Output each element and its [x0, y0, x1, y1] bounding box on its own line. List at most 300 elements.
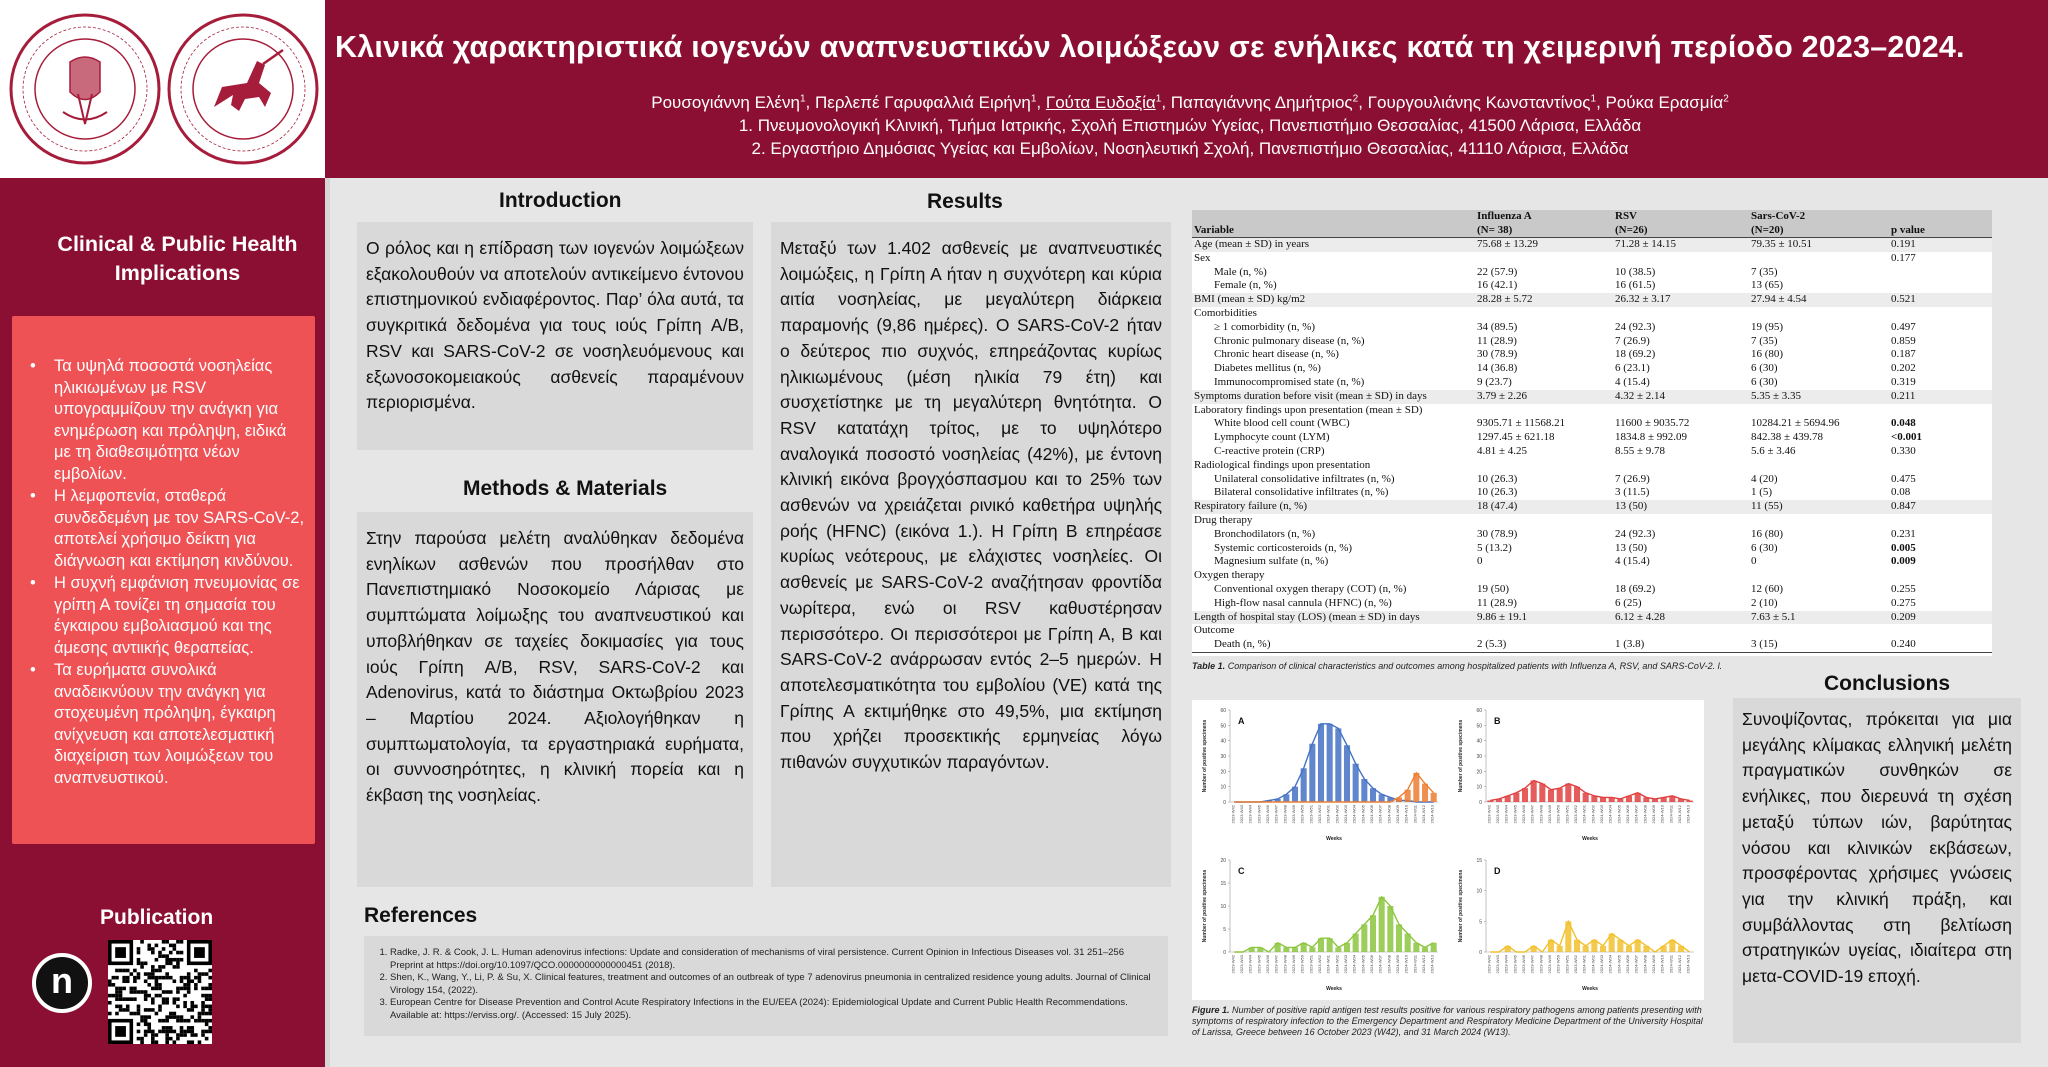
value-cell: 9305.71 ± 11568.21 [1477, 417, 1566, 430]
y-tick-label: 0 [1479, 950, 1482, 956]
table-row [1192, 611, 1992, 625]
references-box [364, 936, 1168, 1036]
university-seal-logo-1 [8, 12, 162, 166]
methods-box [357, 512, 753, 887]
y-tick-label: 5 [1223, 927, 1226, 933]
x-tick-label: 2024-W10 [1659, 955, 1665, 974]
value-cell [1749, 514, 1889, 528]
x-tick-label: 2024-W03 [1343, 805, 1348, 824]
table-row [1192, 528, 1992, 542]
bar [1539, 784, 1545, 802]
bar [1557, 788, 1563, 802]
variable-cell: Systemic corticosteroids (n, %) [1214, 541, 1353, 554]
x-tick-label: 2023-W48 [1282, 955, 1288, 974]
variable-cell: High-flow nasal cannula (HFNC) (n, %) [1214, 596, 1392, 609]
conclusions-box [1733, 698, 2021, 1043]
y-tick-label: 20 [1220, 858, 1226, 864]
value-cell: 6.12 ± 4.28 [1613, 611, 1749, 625]
value-cell: 2 (10) [1751, 596, 1778, 609]
results-box [771, 222, 1171, 887]
p-value-cell: 0.009 [1891, 555, 1916, 568]
value-cell [1475, 569, 1613, 583]
x-tick-label: 2023-W48 [1282, 805, 1288, 824]
variable-cell: Laboratory findings upon presentation (mean ± SD) [1194, 403, 1423, 416]
x-tick-label: 2024-W13 [1429, 955, 1435, 974]
p-value-cell: 0.202 [1891, 362, 1916, 375]
x-tick-label: 2023-W42 [1230, 805, 1236, 824]
x-tick-label: 2024-W04 [1607, 805, 1613, 824]
results-heading: Results [927, 190, 1003, 213]
x-tick-label: 2023-W46 [1265, 805, 1270, 824]
value-cell: 13 (50) [1613, 500, 1749, 514]
x-tick-label: 2024-W05 [1616, 805, 1622, 824]
x-tick-label: 2023-W43 [1495, 805, 1500, 824]
value-cell: 1297.45 ± 621.18 [1477, 431, 1555, 444]
variable-cell: Chronic pulmonary disease (n, %) [1214, 334, 1365, 347]
variable-cell: BMI (mean ± SD) kg/m2 [1192, 293, 1475, 307]
value-cell: 79.35 ± 10.51 [1749, 238, 1889, 252]
x-tick-label: 2023-W45 [1512, 955, 1518, 974]
value-cell: 11600 ± 9035.72 [1615, 417, 1690, 430]
value-cell [1749, 404, 1889, 418]
publisher-logo: n [32, 953, 92, 1013]
x-tick-label: 2024-W08 [1386, 805, 1392, 824]
x-tick-label: 2023-W42 [1486, 955, 1492, 974]
introduction-heading: Introduction [499, 189, 622, 212]
p-value-cell [1889, 266, 1992, 280]
author-2: Περλεπέ Γαρυφαλλιά Ειρήνη$^1$ [814, 92, 1037, 112]
x-tick-label: 2024-W11 [1668, 805, 1674, 824]
value-cell: 1834.8 ± 992.09 [1615, 431, 1688, 444]
value-cell: 11 (28.9) [1477, 596, 1517, 609]
value-cell [1749, 459, 1889, 473]
x-tick-label: 2024-W02 [1334, 805, 1340, 824]
p-value-cell [1889, 514, 1992, 528]
variable-cell: Lymphocyte count (LYM) [1214, 431, 1330, 444]
header-rsv: RSV [1613, 210, 1749, 223]
results-text: Μεταξύ των 1.402 ασθενείς με αναπνευστικές λοιμώξεις, η Γρίπη Α ήταν η συχνότερη και κύρια αιτία νοσηλείας, με μεγαλύτερη διάρκεια παραμονής (9,86 ημέρες). Ο SARS-CoV-2 ήταν ο δεύτερος πιο συχνός, επηρεάζοντας κυρίως ηλικιωμένους (μέση ηλικία 79 έτη) και συσχετίστηκε με τη μεγαλύτερη θνητότητα. Ο RSV κατατάχη τρίτος, με το υψηλότερο αναλογικά ποσοστό νοσηλείας (42%), με έντονη κλινική εικόνα βρογχόσπασμου και το 25% των ασθενών να χρειάζεται ρινικό καθετήρα υψηλής ροής (HFNC) (εικόνα 1.). Η Γρίπη Β επηρέασε κυρίως νεότερους, με ελάχιστες νοσηλείες. Οι ασθενείς με SARS-CoV-2 αναζήτησαν φροντίδα νωρίτερα, ενώ οι RSV καθυστέρησαν περισσότερο. Οι περισσότεροι με Γρίπη Α, Β και SARS-CoV-2 ανάρρωσαν εντός 2–5 ημερών. Η αποτελεσματικότητα του εμβολίου (VE) κατά της Γρίπης Α εκτιμήθηκε στο 49,5%, μια εκτίμηση που χρήζει προσεκτικής ερμηνείας λόγω πιθανών συγχυτικών παραγόντων. [780, 238, 1162, 773]
bar [1531, 781, 1537, 802]
x-tick-label: 2023-W50 [1555, 955, 1561, 974]
p-value-cell: 0.177 [1891, 251, 1916, 264]
p-value-cell: <0.001 [1891, 431, 1923, 444]
x-tick-label: 2024-W08 [1386, 955, 1392, 974]
value-cell: 18 (69.2) [1615, 582, 1656, 595]
x-tick-label: 2023-W47 [1529, 805, 1535, 824]
value-cell [1749, 307, 1889, 321]
value-cell: 34 (89.5) [1477, 320, 1518, 333]
x-tick-label: 2024-W10 [1403, 805, 1409, 824]
x-axis-title: Weeks [1582, 986, 1598, 992]
value-cell: 19 (50) [1477, 582, 1510, 595]
y-tick-label: 50 [1476, 723, 1482, 730]
value-cell: 8.55 ± 9.78 [1615, 444, 1666, 457]
value-cell: 6 (30) [1751, 541, 1778, 554]
x-axis-title: Weeks [1326, 836, 1342, 842]
value-cell: 1 (5) [1751, 486, 1773, 499]
value-cell: 5.35 ± 3.35 [1749, 390, 1889, 404]
publication-title: Publication [100, 906, 214, 929]
introduction-box [357, 222, 753, 450]
y-axis-title: Number of positive specimens [1458, 869, 1464, 943]
value-cell: 6 (30) [1751, 375, 1778, 388]
value-cell: 71.28 ± 14.15 [1613, 238, 1749, 252]
bar [1431, 793, 1437, 802]
value-cell: 7 (26.9) [1615, 472, 1650, 485]
affiliation-1: 1. Πνευμονολογική Κλινική, Τμήμα Ιατρικής, Σχολή Επιστημών Υγείας, Πανεπιστήμιο Θεσσαλίας, 41500 Λάρισα, Ελλάδα [738, 115, 1642, 135]
p-value-cell: 0.521 [1889, 293, 1992, 307]
table-row [1192, 638, 1992, 652]
panel-label: B [1494, 716, 1501, 726]
variable-cell: Respiratory failure (n, %) [1192, 500, 1475, 514]
implications-box [12, 316, 315, 844]
table-row [1192, 252, 1992, 266]
value-cell: 7 (35) [1751, 265, 1778, 278]
y-tick-label: 60 [1220, 708, 1226, 714]
x-tick-label: 2024-W05 [1616, 955, 1622, 974]
x-tick-label: 2023-W43 [1239, 805, 1244, 824]
variable-cell: White blood cell count (WBC) [1214, 417, 1350, 430]
y-tick-label: 0 [1223, 950, 1226, 956]
x-tick-label: 2023-W50 [1555, 805, 1561, 824]
header-blank [1192, 210, 1475, 223]
value-cell: 0 [1477, 555, 1483, 568]
variable-cell: Bilateral consolidative infiltrates (n, %) [1214, 486, 1389, 499]
value-cell: 26.32 ± 3.17 [1613, 293, 1749, 307]
trend-line [1490, 781, 1689, 801]
bar [1370, 915, 1376, 952]
table-row [1192, 238, 1992, 252]
x-tick-label: 2023-W44 [1247, 805, 1253, 824]
table-row [1192, 473, 1992, 487]
x-tick-label: 2023-W42 [1230, 955, 1236, 974]
value-cell [1613, 624, 1749, 638]
x-tick-label: 2023-W51 [1564, 955, 1570, 974]
x-tick-label: 2024-W06 [1625, 805, 1630, 824]
bar [1309, 744, 1315, 802]
value-cell: 30 (78.9) [1477, 527, 1518, 540]
value-cell: 11 (28.9) [1477, 334, 1517, 347]
x-tick-label: 2024-W06 [1369, 805, 1374, 824]
value-cell: 18 (47.4) [1475, 500, 1613, 514]
x-tick-label: 2024-W12 [1677, 805, 1682, 824]
bar [1379, 897, 1385, 952]
x-tick-label: 2023-W47 [1273, 805, 1279, 824]
x-tick-label: 2024-W04 [1351, 955, 1357, 974]
x-tick-label: 2023-W46 [1265, 955, 1270, 974]
x-tick-label: 2024-W01 [1581, 955, 1587, 974]
x-tick-label: 2023-W43 [1495, 955, 1500, 974]
p-value-cell: 0.475 [1891, 472, 1916, 485]
affiliation-2: 2. Εργαστήριο Δημόσιας Υγείας και Εμβολίων, Νοσηλευτική Σχολή, Πανεπιστήμιο Θεσσαλίας, 41110 Λάρισα, Ελλάδα [751, 138, 1629, 158]
x-tick-label: 2023-W49 [1291, 955, 1296, 974]
figure-caption: Figure 1. Number of positive rapid antigen test results positive for various respiratory pathogens among patients presenting with symptoms of respiratory infection to the Emergency Department and Respiratory Medicine Department of the University Hospital of Larissa, Greece between 16 October 2023 (W42), and 31 March 2024 (W13). [1192, 1005, 1703, 1037]
trend-line [1234, 897, 1433, 952]
value-cell: 24 (92.3) [1615, 320, 1656, 333]
p-value-cell: 0.240 [1889, 638, 1992, 652]
implications-title: Clinical & Public Health Implications [57, 232, 298, 285]
table-row [1192, 459, 1992, 473]
references-heading: References [364, 904, 478, 927]
y-axis-title: Number of positive specimens [1202, 719, 1208, 793]
x-tick-label: 2024-W03 [1599, 955, 1604, 974]
variable-cell: Immunocompromised state (n, %) [1214, 375, 1365, 388]
bar [1600, 946, 1606, 952]
table-row [1192, 597, 1992, 611]
methods-text: Στην παρούσα μελέτη αναλύθηκαν δεδομένα ενηλίκων ασθενών που προσήλθαν στο Πανεπιστημιακό Νοσοκομείο Λάρισας με συμπτώματα λοίμωξης του αναπνευστικού και υποβλήθηκαν σε ταχείες δοκιμασίες για τους ιούς Γρίπη A/B, RSV, SARS-CoV-2 και Adenovirus, κατά το διάστημα Οκτωβρίου 2023 – Μαρτίου 2024. Αξιολογήθηκαν η συμπτωματολογία, τα εργαστηριακά ευρήματα, οι συννοσηρότητες, η κλινική πορεία και η έκβαση της νοσηλείας. [366, 528, 744, 806]
variable-cell: Drug therapy [1194, 513, 1253, 526]
value-cell: 19 (95) [1751, 320, 1784, 333]
p-value-cell: 0.275 [1891, 596, 1916, 609]
value-cell [1475, 307, 1613, 321]
x-tick-label: 2023-W52 [1573, 955, 1578, 974]
value-cell: 11 (55) [1749, 500, 1889, 514]
variable-cell: Age (mean ± SD) in years [1192, 238, 1475, 252]
bar [1548, 790, 1554, 802]
table-row [1192, 500, 1992, 514]
variable-cell: C-reactive protein (CRP) [1214, 444, 1325, 457]
p-value-cell [1889, 404, 1992, 418]
author-5: Γουργουλιάνης Κωνσταντίνος$^1$ [1367, 92, 1597, 112]
value-cell: 13 (65) [1751, 279, 1784, 292]
header-sars-n: (N=20) [1749, 223, 1889, 238]
bar [1557, 946, 1563, 952]
x-tick-label: 2024-W08 [1642, 805, 1648, 824]
panel-label: D [1494, 866, 1501, 876]
bar [1396, 924, 1402, 952]
x-tick-label: 2023-W51 [1308, 955, 1314, 974]
bar [1387, 906, 1393, 952]
x-tick-label: 2024-W11 [1412, 805, 1418, 824]
x-tick-label: 2023-W45 [1512, 805, 1518, 824]
p-value-cell: 0.255 [1891, 582, 1916, 595]
table-row [1192, 362, 1992, 376]
variable-cell: Female (n, %) [1214, 279, 1277, 292]
y-tick-label: 50 [1220, 723, 1226, 730]
y-tick-label: 0 [1223, 800, 1226, 806]
x-tick-label: 2024-W07 [1377, 955, 1383, 974]
p-value-cell [1889, 624, 1992, 638]
author-4: Παπαγιάννης Δημήτριος$^2$ [1170, 92, 1359, 112]
reference-item: 1. Radke, J. R. & Cook, J. L. Human adenovirus infections: Update and consideration of mechanisms of viral persistence. Current Opinion in Infectious Diseases vol. 31 251–256 Preprint at https://doi.org/10.1097/QCO.0000000000000451 (2018). [390, 947, 1158, 972]
p-value-cell: 0.330 [1891, 444, 1916, 457]
trend-line [1234, 773, 1433, 802]
header-rsv-n: (N=26) [1613, 223, 1749, 238]
x-tick-label: 2024-W09 [1651, 955, 1656, 974]
implication-item: • Τα υψηλά ποσοστά νοσηλείας ηλικιωμένων με RSV υπογραμμίζουν την ανάγκη για ενημέρωση και πρόληψη, ειδικά με τη διαθεσιμότητα νέων εμβολίων. [24, 356, 307, 485]
value-cell [1749, 624, 1889, 638]
table-row [1192, 569, 1992, 583]
poster-title: Κλινικά χαρακτηριστικά ιογενών αναπνευστικών λοιμώξεων σε ενήλικες κατά τη χειμερινή περίοδο 2023–2024. [335, 30, 1965, 64]
value-cell: 13 (50) [1615, 541, 1648, 554]
value-cell: 10 (38.5) [1615, 265, 1656, 278]
value-cell: 10 (26.3) [1477, 472, 1518, 485]
x-tick-label: 2023-W50 [1299, 805, 1305, 824]
value-cell: 16 (61.5) [1615, 279, 1656, 292]
value-cell: 9 (23.7) [1477, 375, 1512, 388]
value-cell [1749, 569, 1889, 583]
x-tick-label: 2024-W06 [1369, 955, 1374, 974]
value-cell [1613, 459, 1749, 473]
header-p-value: p value [1889, 223, 1992, 238]
x-tick-label: 2023-W49 [1547, 955, 1552, 974]
conclusions-text: Συνοψίζοντας, πρόκειται για μια μεγάλης κλίμακας ελληνική μελέτη πραγματικών συνθηκών σε ενήλικες, που διερευνά τη σχέση μεταξύ τύπων ιών, βαρύτητας νόσου και κλινικών εκβάσεων, προσφέροντας χρήσιμες γνώσεις για την κλινική πράξη, και συμβάλλοντας στη βελτίωση στρατηγικών υγείας, ιδιαίτερα στη μετα-COVID-19 εποχή. [1742, 709, 2012, 987]
bar [1361, 779, 1367, 802]
x-tick-label: 2023-W51 [1308, 805, 1314, 824]
x-tick-label: 2024-W03 [1599, 805, 1604, 824]
table-row [1192, 307, 1992, 321]
p-value-cell: 0.08 [1891, 486, 1911, 499]
x-tick-label: 2024-W06 [1625, 955, 1630, 974]
publication-qr-code[interactable] [108, 940, 212, 1044]
table-row [1192, 514, 1992, 528]
value-cell [1613, 514, 1749, 528]
x-tick-label: 2024-W09 [1395, 955, 1400, 974]
table-header-row [1192, 210, 1992, 223]
conclusions-heading: Conclusions [1824, 672, 1951, 695]
value-cell: 16 (80) [1751, 527, 1784, 540]
introduction-text: Ο ρόλος και η επίδραση των ιογενών λοιμώξεων εξακολουθούν να αποτελούν αντικείμενο έντονου επιστημονικού ενδιαφέροντος. Παρ’ όλα αυτά, τα συγκριτικά δεδομένα για τους ιούς Γρίπη A/B, RSV και SARS-CoV-2 σε νοσηλευόμενους και εξωνοσοκομειακούς ασθενείς παραμένουν περιορισμένα. [366, 238, 744, 413]
header-influenza-a: Influenza A [1475, 210, 1613, 223]
reference-item: 3. European Centre for Disease Prevention and Control Acute Respiratory Infections in the EU/EEA (2024): Epidemiological Update and Current Public Health Recommendations. Available at: https://erviss.org/. (Accessed: 15 July 2025). [390, 997, 1158, 1022]
table-row [1192, 266, 1992, 280]
value-cell: 7.63 ± 5.1 [1749, 611, 1889, 625]
x-tick-label: 2024-W02 [1590, 955, 1596, 974]
variable-cell: Bronchodilators (n, %) [1214, 527, 1316, 540]
table-row [1192, 542, 1992, 556]
x-tick-label: 2023-W44 [1247, 955, 1253, 974]
value-cell: 7 (35) [1751, 334, 1778, 347]
trend-line [1490, 921, 1689, 952]
value-cell: 4.81 ± 4.25 [1477, 444, 1528, 457]
x-tick-label: 2023-W47 [1273, 955, 1279, 974]
y-tick-label: 10 [1476, 784, 1482, 791]
value-cell: 28.28 ± 5.72 [1475, 293, 1613, 307]
x-tick-label: 2023-W49 [1547, 805, 1552, 824]
bar [1353, 764, 1359, 802]
value-cell: 5 (13.2) [1477, 541, 1512, 554]
bar [1335, 728, 1341, 802]
variable-cell: Conventional oxygen therapy (COT) (n, %) [1214, 582, 1407, 595]
header-variable: Variable [1192, 223, 1475, 238]
x-tick-label: 2024-W08 [1642, 955, 1648, 974]
panel-label: A [1238, 716, 1245, 726]
x-tick-label: 2023-W52 [1317, 805, 1322, 824]
x-tick-label: 2024-W07 [1377, 805, 1383, 824]
value-cell: 4 (15.4) [1615, 375, 1650, 388]
x-tick-label: 2023-W44 [1503, 955, 1509, 974]
bar [1361, 924, 1367, 952]
value-cell: 3 (15) [1749, 638, 1889, 652]
y-tick-label: 60 [1476, 708, 1482, 714]
x-tick-label: 2023-W45 [1256, 805, 1262, 824]
value-cell: 18 (69.2) [1615, 348, 1656, 361]
implication-item: • Η λεμφοπενία, σταθερά συνδεδεμένη με τον SARS-CoV-2, αποτελεί χρήσιμο δείκτη για διάγνωση και εκτίμηση κινδύνου. [24, 486, 307, 572]
p-value-cell: 0.847 [1889, 500, 1992, 514]
value-cell: 24 (92.3) [1615, 527, 1656, 540]
value-cell [1613, 404, 1749, 418]
p-value-cell [1889, 569, 1992, 583]
value-cell: 4 (15.4) [1615, 555, 1650, 568]
bar [1318, 724, 1324, 802]
bar [1522, 788, 1528, 802]
value-cell: 16 (42.1) [1477, 279, 1518, 292]
x-tick-label: 2023-W47 [1529, 955, 1535, 974]
p-value-cell [1889, 307, 1992, 321]
x-tick-label: 2024-W11 [1412, 955, 1418, 974]
x-tick-label: 2024-W12 [1421, 805, 1426, 824]
p-value-cell: 0.859 [1891, 334, 1916, 347]
university-seal-logo-2 [166, 12, 320, 166]
variable-cell: Chronic heart disease (n, %) [1214, 348, 1339, 361]
y-axis-title: Number of positive specimens [1202, 869, 1208, 943]
y-tick-label: 20 [1476, 769, 1482, 776]
y-tick-label: 30 [1220, 754, 1226, 760]
value-cell: 6 (30) [1751, 362, 1778, 375]
value-cell [1475, 252, 1613, 266]
variable-cell: Unilateral consolidative infiltrates (n, %) [1214, 472, 1395, 485]
poster-header [0, 0, 2048, 178]
table-row [1192, 486, 1992, 500]
table-row [1192, 279, 1992, 293]
x-tick-label: 2024-W07 [1633, 955, 1639, 974]
p-value-cell: 0.187 [1891, 348, 1916, 361]
x-tick-label: 2024-W04 [1607, 955, 1613, 974]
x-tick-label: 2024-W09 [1651, 805, 1656, 824]
variable-cell: Radiological findings upon presentation [1194, 458, 1371, 471]
x-tick-label: 2023-W49 [1291, 805, 1296, 824]
table-row [1192, 624, 1992, 638]
value-cell [1475, 404, 1613, 418]
author-1: Ρουσογιάννη Ελένη$^1$ [651, 92, 806, 112]
table-row [1192, 390, 1992, 404]
table-row [1192, 583, 1992, 597]
x-tick-label: 2024-W02 [1334, 955, 1340, 974]
x-tick-label: 2024-W12 [1677, 955, 1682, 974]
table-row [1192, 445, 1992, 459]
table-row [1192, 376, 1992, 390]
table-row [1192, 293, 1992, 307]
y-tick-label: 5 [1479, 919, 1482, 926]
table-row [1192, 321, 1992, 335]
implication-item: • Τα ευρήματα συνολικά αναδεικνύουν την ανάγκη για στοχευμένη πρόληψη, έγκαιρη ανίχνευση και αποτελεσματική διαχείριση των λοιμώξεων του αναπνευστικού. [24, 660, 307, 789]
p-value-cell: 0.209 [1889, 611, 1992, 625]
header-influenza-a-n: (N= 38) [1475, 223, 1613, 238]
value-cell [1475, 624, 1613, 638]
x-tick-label: 2023-W52 [1317, 955, 1322, 974]
p-value-cell: 0.191 [1889, 238, 1992, 252]
x-tick-label: 2024-W09 [1395, 805, 1400, 824]
value-cell: 5.6 ± 3.46 [1751, 444, 1796, 457]
epidemic-curves-figure [1192, 700, 1704, 1000]
implications-sidebar [0, 178, 325, 1067]
value-cell: 10284.21 ± 5694.96 [1751, 417, 1840, 430]
x-tick-label: 2024-W10 [1659, 805, 1665, 824]
variable-cell: Sex [1194, 251, 1211, 264]
variable-cell: Oxygen therapy [1194, 569, 1265, 582]
value-cell [1475, 514, 1613, 528]
table-row [1192, 348, 1992, 362]
value-cell: 0 [1751, 555, 1757, 568]
x-tick-label: 2024-W04 [1351, 805, 1357, 824]
y-tick-label: 15 [1476, 858, 1482, 864]
author-3-presenting: Γούτα Ευδοξία$^1$ [1045, 92, 1162, 112]
table-row [1192, 417, 1992, 431]
x-tick-label: 2023-W43 [1239, 955, 1244, 974]
table-row [1192, 431, 1992, 445]
y-tick-label: 15 [1220, 881, 1226, 887]
author-block [340, 87, 2040, 160]
